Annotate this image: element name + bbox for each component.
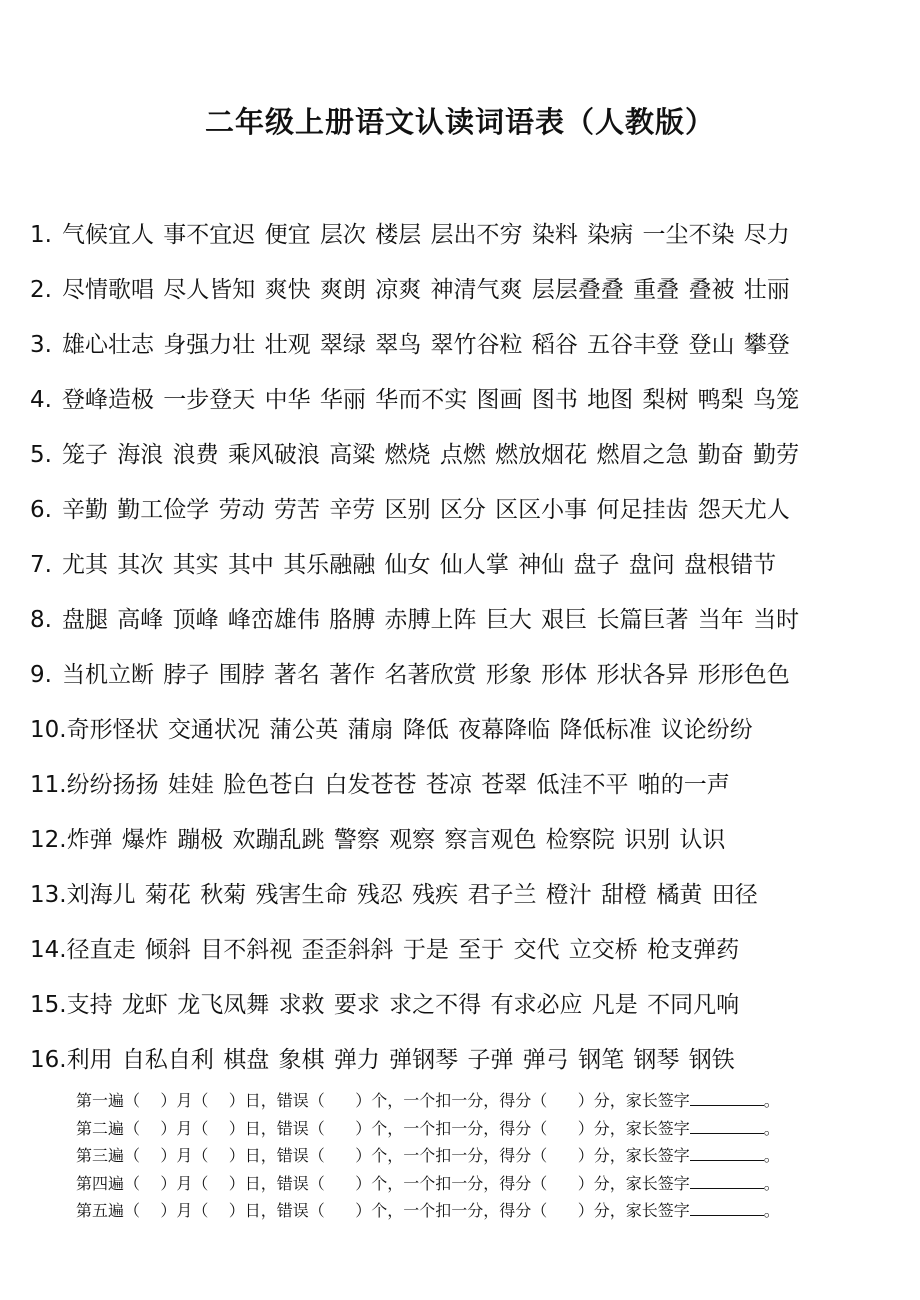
record-end: 。 <box>763 1173 780 1193</box>
line-number: 6. <box>30 497 52 523</box>
record-end: 。 <box>763 1091 780 1110</box>
line-words: 径直走 倾斜 目不斜视 歪歪斜斜 于是 至于 交代 立交桥 枪支弹药 <box>66 937 740 963</box>
line-number: 2. <box>30 277 52 303</box>
practice-record <box>76 1087 896 1225</box>
word-line <box>30 377 900 432</box>
line-words: 登峰造极 一步登天 中华 华丽 华而不实 图画 图书 地图 梨树 鸭梨 鸟笼 <box>62 387 800 413</box>
line-number: 15. <box>30 992 67 1018</box>
word-line <box>30 597 900 652</box>
record-line <box>76 1197 896 1225</box>
line-words: 炸弹 爆炸 蹦极 欢蹦乱跳 警察 观察 察言观色 检察院 识别 认识 <box>66 827 726 853</box>
word-line <box>30 322 900 377</box>
word-line <box>30 762 900 817</box>
line-words: 气候宜人 事不宜迟 便宜 层次 楼层 层出不穷 染料 染病 一尘不染 尽力 <box>62 222 790 248</box>
line-number: 14. <box>30 937 67 963</box>
line-words: 笼子 海浪 浪费 乘风破浪 高粱 燃烧 点燃 燃放烟花 燃眉之急 勤奋 勤劳 <box>62 442 800 468</box>
line-number: 1. <box>30 222 52 248</box>
record-pass-label: 第一遍 <box>76 1091 125 1110</box>
word-line <box>30 652 900 707</box>
word-line <box>30 707 900 762</box>
line-words: 纷纷扬扬 娃娃 脸色苍白 白发苍苍 苍凉 苍翠 低洼不平 啪的一声 <box>66 772 730 798</box>
line-words: 当机立断 脖子 围脖 著名 著作 名著欣赏 形象 形体 形状各异 形形色色 <box>62 662 790 688</box>
line-number: 12. <box>30 827 67 853</box>
line-words: 雄心壮志 身强力壮 壮观 翠绿 翠鸟 翠竹谷粒 稻谷 五谷丰登 登山 攀登 <box>62 332 790 358</box>
record-pass-label: 第二遍 <box>76 1118 125 1138</box>
line-number: 13. <box>30 882 67 908</box>
line-words: 利用 自私自利 棋盘 象棋 弹力 弹钢琴 子弹 弹弓 钢笔 钢琴 钢铁 <box>66 1047 735 1073</box>
word-line <box>30 542 900 597</box>
record-fields: （ ）月（ ）日，错误（ ）个，一个扣一分，得分（ ）分，家长签字 <box>124 1146 690 1165</box>
record-pass-label: 第三遍 <box>76 1146 125 1165</box>
line-number: 16. <box>30 1047 67 1073</box>
line-words: 支持 龙虾 龙飞凤舞 求救 要求 求之不得 有求必应 凡是 不同凡响 <box>66 992 740 1018</box>
page-title: 二年级上册语文认读词语表（人教版） <box>204 105 715 139</box>
word-line <box>30 432 900 487</box>
record-line <box>76 1170 896 1198</box>
record-line <box>76 1087 896 1115</box>
record-pass-label: 第四遍 <box>76 1173 125 1193</box>
record-end: 。 <box>763 1118 780 1138</box>
word-line <box>30 487 900 542</box>
record-line <box>76 1115 896 1143</box>
signature-blank[interactable] <box>690 1173 764 1189</box>
word-line <box>30 267 900 322</box>
word-line <box>30 1037 900 1092</box>
line-number: 7. <box>30 552 52 578</box>
record-fields: （ ）月（ ）日，错误（ ）个，一个扣一分，得分（ ）分，家长签字 <box>124 1091 690 1110</box>
line-number: 3. <box>30 332 52 358</box>
line-number: 5. <box>30 442 52 468</box>
word-line <box>30 872 900 927</box>
word-line <box>30 212 900 267</box>
line-number: 8. <box>30 607 52 633</box>
line-words: 刘海儿 菊花 秋菊 残害生命 残忍 残疾 君子兰 橙汁 甜橙 橘黄 田径 <box>66 882 758 908</box>
word-line <box>30 927 900 982</box>
line-words: 尽情歌唱 尽人皆知 爽快 爽朗 凉爽 神清气爽 层层叠叠 重叠 叠被 壮丽 <box>62 277 790 303</box>
record-line <box>76 1142 896 1170</box>
record-fields: （ ）月（ ）日，错误（ ）个，一个扣一分，得分（ ）分，家长签字 <box>124 1173 690 1193</box>
line-words: 盘腿 高峰 顶峰 峰峦雄伟 胳膊 赤膊上阵 巨大 艰巨 长篇巨著 当年 当时 <box>62 607 800 633</box>
word-line <box>30 982 900 1037</box>
signature-blank[interactable] <box>690 1090 764 1106</box>
line-number: 10. <box>30 717 67 743</box>
signature-blank[interactable] <box>690 1118 764 1134</box>
line-number: 9. <box>30 662 52 688</box>
line-words: 辛勤 勤工俭学 劳动 劳苦 辛劳 区别 区分 区区小事 何足挂齿 怨天尤人 <box>62 497 790 523</box>
record-end: 。 <box>763 1146 780 1165</box>
line-words: 奇形怪状 交通状况 蒲公英 蒲扇 降低 夜幕降临 降低标准 议论纷纷 <box>66 717 753 743</box>
signature-blank[interactable] <box>690 1200 764 1216</box>
line-words: 尤其 其次 其实 其中 其乐融融 仙女 仙人掌 神仙 盘子 盘问 盘根错节 <box>62 552 777 578</box>
line-number: 11. <box>30 772 67 798</box>
record-pass-label: 第五遍 <box>76 1201 125 1220</box>
record-fields: （ ）月（ ）日，错误（ ）个，一个扣一分，得分（ ）分，家长签字 <box>124 1118 690 1138</box>
line-number: 4. <box>30 387 52 413</box>
record-end: 。 <box>763 1201 780 1220</box>
word-line <box>30 817 900 872</box>
signature-blank[interactable] <box>690 1145 764 1161</box>
record-fields: （ ）月（ ）日，错误（ ）个，一个扣一分，得分（ ）分，家长签字 <box>124 1201 690 1220</box>
word-list <box>30 212 900 1092</box>
